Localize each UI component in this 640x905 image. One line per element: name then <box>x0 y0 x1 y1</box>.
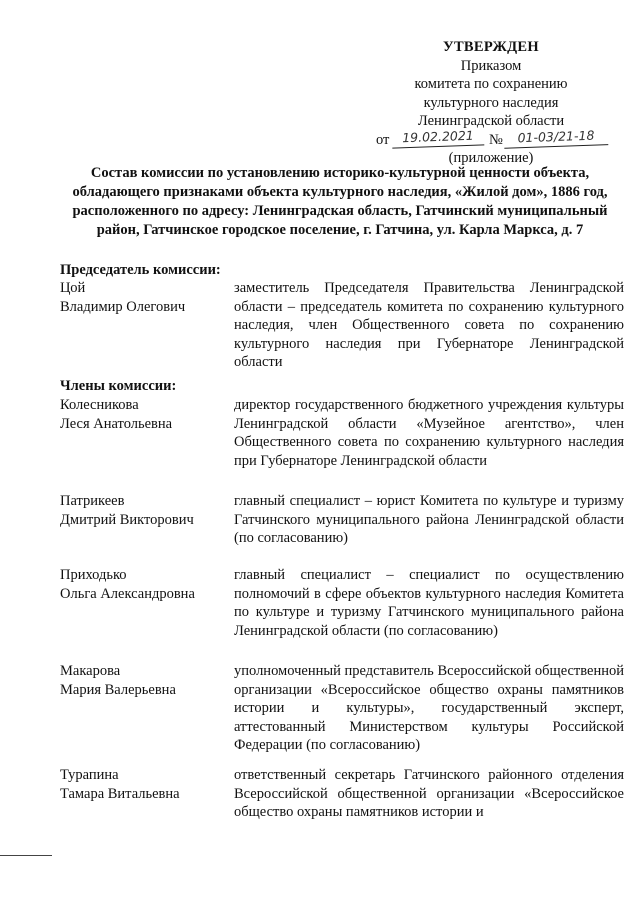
member-surname: Патрикеев <box>60 493 125 509</box>
approval-line-committee: комитета по сохранению <box>414 76 568 92</box>
order-date-number-line <box>376 127 606 149</box>
approval-block <box>376 38 606 167</box>
number-label: № <box>489 131 503 148</box>
member-given-name: Мария Валерьевна <box>60 681 176 698</box>
annex-label: (приложение) <box>448 149 534 166</box>
handwritten-order-number: 01-03/21-18 <box>504 126 609 149</box>
member-name <box>60 492 230 529</box>
document-title: Состав комиссии по установлению историко-культурной ценности объекта, обладающего признаками объекта культурного наследия, «Жилой дом», 1886 год, расположенного по адресу: Ленинградская область, Гатчинский муниципальный район, Гатчинское городское поселение, г. Гатчина, ул. Карла Маркса, д. 7 <box>72 165 608 238</box>
handwritten-date: 19.02.2021 <box>392 126 485 148</box>
member-name <box>60 766 230 803</box>
member-name <box>60 396 230 433</box>
member-position: заместитель Председателя Правительства Ленинградской области – председатель комитета по сохранению культурного наследия, член Общественного совета по сохранению культурного наследия при Губернаторе Ленинградской области <box>234 280 624 370</box>
member-surname: Цой <box>60 280 86 296</box>
member-position: директор государственного бюджетного учреждения культуры Ленинградской области «Музейное агентство», член Общественного совета по сохранению культурного наследия при Губернаторе Ленинградской области <box>234 397 624 469</box>
member-given-name: Ольга Александровна <box>60 585 195 602</box>
member-position: ответственный секретарь Гатчинского районного отделения Всероссийской общественной организации «Всероссийское общество охраны памятников истории и <box>234 767 624 820</box>
chairman-heading: Председатель комиссии: <box>60 262 221 278</box>
member-given-name: Тамара Витальевна <box>60 785 180 802</box>
member-given-name: Леся Анатольевна <box>60 415 173 432</box>
footer-rule <box>0 855 52 856</box>
member-surname: Приходько <box>60 567 127 583</box>
member-name <box>60 279 230 316</box>
from-label: от <box>376 131 390 148</box>
member-surname: Турапина <box>60 767 119 783</box>
member-name <box>60 566 230 603</box>
member-position: уполномоченный представитель Всероссийской общественной организации «Всероссийское общество охраны памятников истории и культуры», государственный эксперт, аттестованный Министерством культуры Российской Федерации (по согласованию) <box>234 663 624 753</box>
member-surname: Колесникова <box>60 397 139 413</box>
member-given-name: Дмитрий Викторович <box>60 511 194 528</box>
approval-line-heritage: культурного наследия <box>423 94 559 111</box>
member-position: главный специалист – юрист Комитета по культуре и туризму Гатчинского муниципального района Ленинградской области (по согласованию) <box>234 493 624 546</box>
member-name <box>60 662 230 699</box>
member-given-name: Владимир Олегович <box>60 298 186 315</box>
member-position: главный специалист – специалист по осуществлению полномочий в сфере объектов культурного наследия Комитета по культуре и туризму Гатчинского муниципального района Ленинградской области (по согласованию) <box>234 567 624 639</box>
approval-line-order: Приказом <box>460 57 522 74</box>
member-surname: Макарова <box>60 663 121 679</box>
approval-heading: УТВЕРЖДЕН <box>443 39 539 55</box>
approval-line-region: Ленинградской области <box>417 113 565 129</box>
members-heading: Члены комиссии: <box>60 378 177 394</box>
